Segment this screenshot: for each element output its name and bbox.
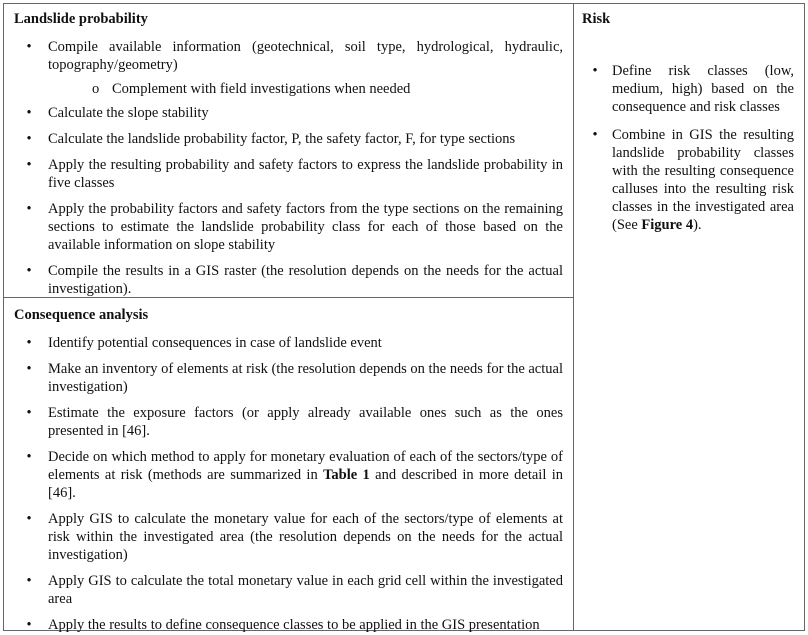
bullet-icon: • (26, 335, 32, 351)
list-item-text: Apply the results to define consequence classes to be applied in the GIS presentation (48, 617, 540, 633)
bullet-icon: • (26, 263, 32, 279)
list-item (14, 448, 563, 502)
list-item-text: Apply the probability factors and safety factors from the type sections on the remaining sections to estimate the landslide probability class for each of those based on the available information on slope stability (48, 201, 563, 253)
list-item (14, 262, 563, 298)
list-item (14, 334, 563, 352)
list-item (14, 404, 563, 440)
risk-cell (574, 4, 804, 630)
consequence-analysis-heading: Consequence analysis (14, 307, 149, 323)
landslide-probability-cell (4, 4, 573, 297)
bullet-icon: • (26, 449, 32, 465)
bullet-icon: • (26, 201, 32, 217)
bullet-icon: • (26, 157, 32, 173)
bullet-icon: • (26, 131, 32, 147)
circle-bullet-icon: o (92, 81, 100, 97)
sub-list-item-text: Complement with field investigations when needed (112, 81, 411, 97)
list-item-text: Calculate the slope stability (48, 105, 209, 121)
list-item (14, 510, 563, 564)
list-item-text: Apply the resulting probability and safety factors to express the landslide probability in five classes (48, 157, 563, 191)
list-item (14, 616, 563, 634)
consequence-analysis-cell (4, 298, 573, 631)
list-item-text-b: and described in more detail in [46]. (48, 467, 563, 501)
list-item-text: Apply GIS to calculate the total monetary value in each grid cell within the investigated area (48, 573, 563, 607)
landslide-probability-list (14, 38, 563, 298)
table (3, 3, 805, 631)
list-item-text: Define risk classes (low, medium, high) based on the consequence and risk classes (612, 63, 794, 115)
bullet-icon: • (26, 617, 32, 633)
table-reference: Table 1 (323, 467, 370, 483)
bullet-icon: • (26, 511, 32, 527)
bullet-icon: • (26, 105, 32, 121)
sub-list (48, 80, 563, 98)
bullet-icon: • (592, 63, 598, 79)
list-item (582, 126, 794, 234)
list-item (14, 156, 563, 192)
risk-list (582, 62, 794, 234)
list-item (582, 62, 794, 116)
landslide-probability-heading: Landslide probability (14, 11, 148, 27)
list-item (14, 104, 563, 122)
list-item (14, 360, 563, 396)
list-item (14, 200, 563, 254)
list-item (14, 38, 563, 98)
list-item-text: Calculate the landslide probability factor, P, the safety factor, F, for type sections (48, 131, 516, 147)
list-item (14, 130, 563, 148)
sub-list-item (48, 80, 563, 98)
figure-reference: Figure 4 (641, 217, 694, 233)
list-item (14, 572, 563, 608)
list-item-text: Compile available information (geotechnical, soil type, hydrological, hydraulic, topography/geometry) (48, 39, 563, 73)
list-item-text-a: Combine in GIS the resulting landslide probability classes with the resulting consequence calluses into the resulting risk classes in the investigated area (See (612, 127, 794, 233)
list-item-text-a: Decide on which method to apply for monetary evaluation of each of the sectors/type of elements at risk (methods are summarized in (48, 449, 563, 483)
list-item-text: Compile the results in a GIS raster (the resolution depends on the needs for the actual investigation). (48, 263, 563, 297)
bullet-icon: • (26, 361, 32, 377)
list-item-text: Estimate the exposure factors (or apply already available ones such as the ones presented in [46]. (48, 405, 563, 439)
list-item-text: Identify potential consequences in case of landslide event (48, 335, 382, 351)
risk-heading: Risk (582, 11, 611, 27)
bullet-icon: • (26, 573, 32, 589)
list-item-text: Make an inventory of elements at risk (the resolution depends on the needs for the actual investigation) (48, 361, 563, 395)
bullet-icon: • (26, 405, 32, 421)
list-item-text: Apply GIS to calculate the monetary value for each of the sectors/type of elements at risk within the investigated area (the resolution depends on the needs for the actual investigation) (48, 511, 563, 563)
consequence-analysis-list (14, 334, 563, 634)
bullet-icon: • (26, 39, 32, 55)
list-item-text-b: ). (693, 217, 702, 233)
bullet-icon: • (592, 127, 598, 143)
